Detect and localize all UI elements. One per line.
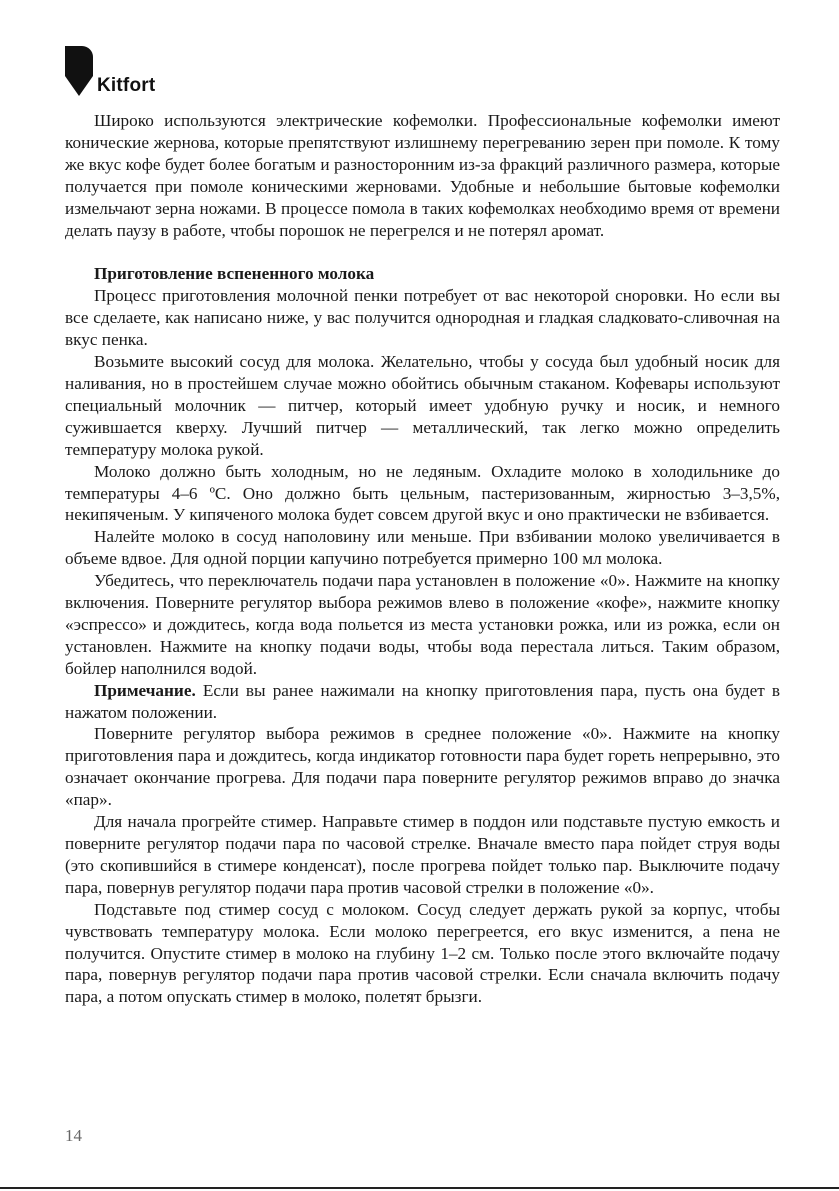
page-number: 14 — [65, 1126, 82, 1145]
brand-name: Kitfort — [97, 75, 156, 96]
intro-paragraph: Широко используются электрические кофемолки. Профессиональные кофемолки имеют конические жернова, которые препятствуют излишнему перегреванию зерен при помоле. К тому же вкус кофе будет более богатым и разносторонним из-за фракций различного размера, которые получается при помоле коническими жерновами. Удобные и небольшие бытовые кофемолки измельчают зерна ножами. В процессе помола в таких кофемолках необходимо время от времени делать паузу в работе, чтобы порошок не перегрелся и не потерял аромат. — [65, 111, 780, 240]
paragraph: Поверните регулятор выбора режимов в среднее положение «0». Нажмите на кнопку приготовления пара и дождитесь, когда индикатор готовности пара будет гореть непрерывно, это означает окончание прогрева. Для подачи пара поверните регулятор режимов вправо до значка «пар». — [65, 724, 780, 810]
page-content — [65, 110, 780, 1008]
paragraph: Подставьте под стимер сосуд с молоком. Сосуд следует держать рукой за корпус, чтобы чувствовать температуру молока. Если молоко перегреется, его вкус изменится, а пена не получится. Опустите стимер в молоко на глубину 1–2 см. Только после этого включайте подачу пара, повернув регулятор подачи пара против часовой стрелки. Если сначала включить подачу пара, а потом опускать стимер в молоко, полетят брызги. — [65, 899, 780, 1007]
note-text: Если вы ранее нажимали на кнопку приготовления пара, пусть она будет в нажатом положении. — [65, 680, 780, 722]
paragraph: Убедитесь, что переключатель подачи пара установлен в положение «0». Нажмите на кнопку включения. Поверните регулятор выбора режимов влево в положение «кофе», нажмите кнопку «эспрессо» и дождитесь, когда вода польется из места установки рожка, или из рожка, если он установлен. Нажмите на кнопку подачи воды, чтобы вода перестала литься. Таким образом, бойлер наполнился водой. — [65, 571, 780, 678]
paragraph: Для начала прогрейте стимер. Направьте стимер в поддон или подставьте пустую емкость и поверните регулятор подачи пара по часовой стрелке. Вначале вместо пара пойдет струя воды (это скопившийся в стимере конденсат), после прогрева пойдет только пар. Выключите подачу пара, повернув регулятор подачи пара против часовой стрелки в положение «0». — [65, 812, 780, 897]
paragraph: Процесс приготовления молочной пенки потребует от вас некоторой сноровки. Но если вы все сделаете, как написано ниже, у вас получится однородная и гладкая сладковато-сливочная на вкус пенка. — [65, 286, 780, 350]
paragraph: Возьмите высокий сосуд для молока. Желательно, чтобы у сосуда был удобный носик для наливания, но в простейшем случае можно обойтись обычным стаканом. Кофевары используют специальный молочник — питчер, который имеет удобную ручку и носик, и немного сужившается кверху. Лучший питчер — металлический, так легко можно определить температуру молока рукой. — [65, 352, 780, 459]
paragraph: Молоко должно быть холодным, но не ледяным. Охладите молоко в холодильнике до температуры 4–6 ºC. Оно должно быть цельным, пастеризованным, жирностью 3–3,5%, некипяченым. У кипяченого молока будет совсем другой вкус и оно практически не взбивается. — [65, 461, 780, 525]
note-label: Примечание. — [94, 680, 196, 700]
brand-logo — [65, 46, 155, 96]
section-heading: Приготовление вспененного молока — [94, 264, 375, 284]
page-bottom-rule — [0, 1187, 839, 1189]
paragraph: Налейте молоко в сосуд наполовину или меньше. При взбивании молоко увеличивается в объеме вдвое. Для одной порции капучино потребуется примерно 100 мл молока. — [65, 527, 780, 569]
note-paragraph — [65, 680, 780, 724]
kitfort-logo-icon — [65, 46, 93, 96]
